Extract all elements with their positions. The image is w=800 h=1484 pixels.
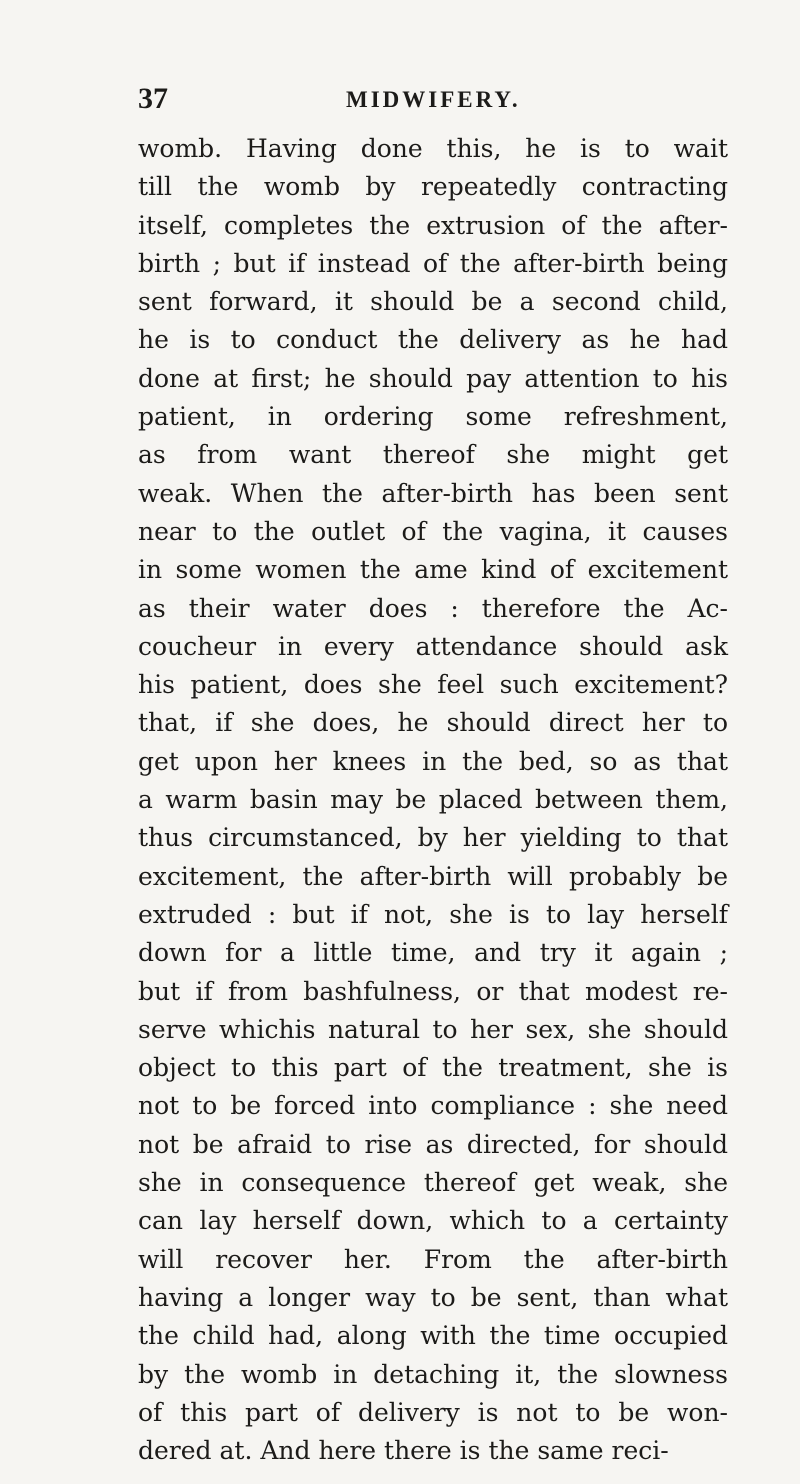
text-line: she in consequence thereof get weak, she	[138, 1168, 728, 1198]
page-header	[138, 82, 718, 122]
text-line: that, if she does, he should direct her to	[138, 708, 728, 738]
page-number: 37	[138, 82, 168, 115]
text-line: object to this part of the treatment, she is	[138, 1053, 728, 1083]
text-line: down for a little time, and try it again ;	[138, 938, 728, 968]
text-line: patient, in ordering some refreshment,	[138, 402, 728, 432]
body-text	[138, 130, 728, 1470]
text-line: excitement, the after-birth will probably be	[138, 861, 728, 891]
text-line: in some women the ame kind of excitement	[138, 555, 728, 585]
text-line: by the womb in detaching it, the slowness	[138, 1359, 728, 1389]
text-line: itself, completes the extrusion of the after-	[138, 210, 728, 240]
text-line: as their water does : therefore the Ac-	[138, 593, 728, 623]
text-line: weak. When the after-birth has been sent	[138, 478, 728, 508]
text-line: not be afraid to rise as directed, for should	[138, 1129, 728, 1159]
text-line: done at first; he should pay attention to his	[138, 363, 728, 393]
text-line: having a longer way to be sent, than what	[138, 1282, 728, 1312]
text-line: his patient, does she feel such excitement?	[138, 670, 728, 700]
text-line: will recover her. From the after-birth	[138, 1244, 728, 1274]
text-line: but if from bashfulness, or that modest re-	[138, 976, 728, 1006]
text-line: womb. Having done this, he is to wait	[138, 134, 728, 163]
text-line: coucheur in every attendance should ask	[138, 631, 728, 661]
running-head: MIDWIFERY.	[346, 87, 521, 112]
text-line: not to be forced into compliance : she need	[138, 1091, 728, 1121]
text-line: birth ; but if instead of the after-birth being	[138, 248, 728, 278]
text-line: sent forward, it should be a second child,	[138, 287, 728, 317]
text-line: extruded : but if not, she is to lay herself	[138, 899, 728, 929]
text-line: of this part of delivery is not to be won-	[138, 1397, 728, 1427]
text-line: the child had, along with the time occupied	[138, 1321, 728, 1351]
text-line: as from want thereof she might get	[138, 440, 728, 470]
text-line: thus circumstanced, by her yielding to that	[138, 823, 728, 853]
text-line: a warm basin may be placed between them,	[138, 785, 728, 815]
text-line: till the womb by repeatedly contracting	[138, 172, 728, 202]
text-line: get upon her knees in the bed, so as that	[138, 746, 728, 776]
text-line: serve whichis natural to her sex, she should	[138, 1014, 728, 1044]
text-line: can lay herself down, which to a certainty	[138, 1206, 728, 1236]
text-line: near to the outlet of the vagina, it causes	[138, 516, 728, 546]
text-line: he is to conduct the delivery as he had	[138, 325, 728, 355]
text-line: dered at. And here there is the same reci-	[138, 1436, 669, 1466]
